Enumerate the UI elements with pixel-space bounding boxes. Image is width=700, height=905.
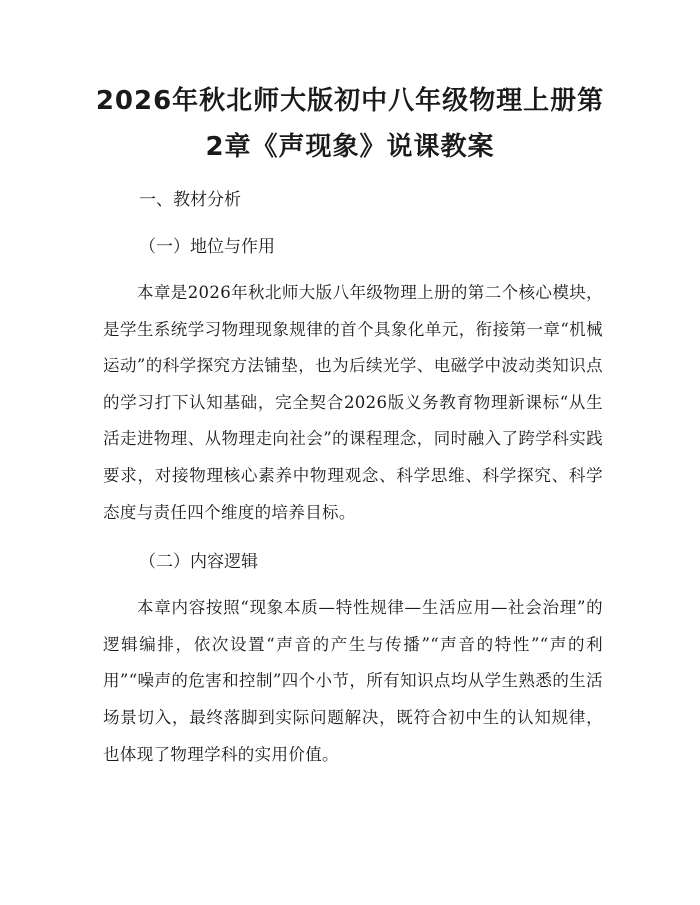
subsection-heading-content-logic: （二）内容逻辑	[139, 552, 258, 573]
document-body	[103, 182, 603, 773]
section-heading-teaching-material-analysis: 一、教材分析	[139, 190, 241, 210]
paragraph-position-and-role: 本章是2026年秋北师大版八年级物理上册的第二个核心模块，是学生系统学习物理现象规律的首个具象化单元，衔接第一章“机械运动”的科学探究方法铺垫，也为后续光学、电磁学中波动类知识点的学习打下认知基础，完全契合2026版义务教育物理新课标“从生活走进物理、从物理走向社会”的课程理念，同时融入了跨学科实践要求，对接物理核心素养中物理观念、科学思维、科学探究、科学态度与责任四个维度的培养目标。	[103, 283, 603, 522]
paragraph-content-logic: 本章内容按照“现象本质—特性规律—生活应用—社会治理”的逻辑编排，依次设置“声音的产生与传播”“声音的特性”“声的利用”“噪声的危害和控制”四个小节，所有知识点均从学生熟悉的生活场景切入，最终落脚到实际问题解决，既符合初中生的认知规律，也体现了物理学科的实用价值。	[103, 598, 603, 764]
subsection-heading-position-and-role: （一）地位与作用	[139, 237, 275, 257]
document-title: 2026年秋北师大版初中八年级物理上册第2章《声现象》说课教案	[95, 86, 605, 162]
